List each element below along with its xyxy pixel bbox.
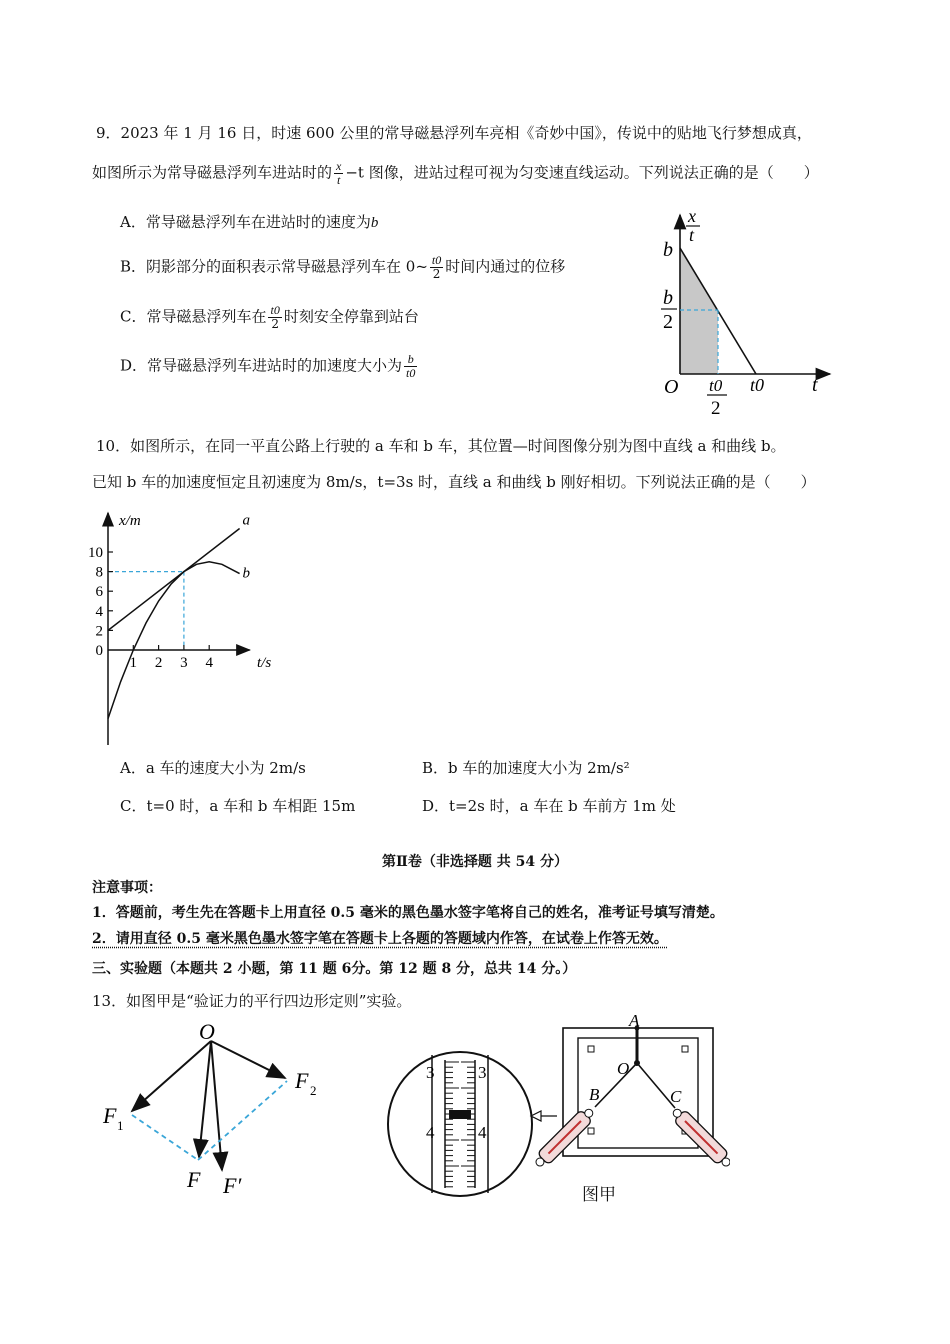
y-tick-label-4: 4 <box>95 603 103 620</box>
label-t: t <box>812 374 818 396</box>
q9-stem-fraction: $\frac{x}{t}$ <box>336 159 342 187</box>
magnifier-circle <box>388 1052 532 1196</box>
q9-option-b[interactable]: B．阴影部分的面积表示常导磁悬浮列车在 0~ $\frac{t0}{2}$ 时间内通过的位移 <box>120 253 566 281</box>
f2-arrow <box>211 1041 285 1078</box>
notice-title: 注意事项： <box>92 880 162 896</box>
q13-force-parallelogram <box>95 1015 335 1200</box>
q10-stem-line1: 10．如图所示，在同一平直公路上行驶的 a 车和 b 车，其位置—时间图像分别为图中直线 a 和曲线 b。 <box>96 437 786 455</box>
x-tick-label-4: 4 <box>205 655 213 671</box>
y-label-num: x <box>688 206 696 226</box>
pointer <box>449 1110 471 1119</box>
y-label-den: t <box>689 225 695 245</box>
x-tick-label-3: 3 <box>180 655 188 671</box>
shaded-area <box>680 248 718 374</box>
x-axis-label: t/s <box>257 655 272 671</box>
label-t0: t0 <box>750 375 765 395</box>
q9-option-d[interactable]: D．常导磁悬浮列车进站时的加速度大小为 $\frac{b}{t0}$ <box>120 352 416 380</box>
series-label-b: b <box>242 565 251 582</box>
scale-left-3: 3 <box>426 1063 435 1082</box>
series-label-a: a <box>242 512 251 529</box>
label-t02-num: t0 <box>709 376 723 395</box>
label-F2: F <box>295 1068 309 1093</box>
label-origin: O <box>664 376 679 398</box>
label-F1-sub: 1 <box>117 1118 124 1133</box>
label-b2-num: b <box>663 287 673 309</box>
q10-option-d[interactable]: D．t=2s 时，a 车在 b 车前方 1m 处 <box>422 797 676 815</box>
scale-left-4: 4 <box>426 1123 435 1142</box>
q9-stem-line2-b: −t 图像，进站过程可视为匀变速直线运动。下列说法正确的是（ ） <box>345 163 819 182</box>
scale-right-4: 4 <box>478 1123 487 1142</box>
q10-position-time-chart <box>85 505 295 745</box>
x-tick-label-1: 1 <box>129 655 138 671</box>
q10-option-a[interactable]: A．a 车的速度大小为 2m/s <box>120 759 306 777</box>
y-axis-label: x/m <box>119 513 141 529</box>
q9-stem-line2 <box>92 160 819 187</box>
label-O-right: O <box>617 1059 630 1078</box>
parallelogram-side-1 <box>132 1115 198 1160</box>
q9-option-a[interactable]: A．常导磁悬浮列车在进站时的速度为b <box>120 213 379 231</box>
q13-stem: 13．如图甲是“验证力的平行四边形定则”实验。 <box>92 992 412 1010</box>
figure-caption: 图甲 <box>582 1185 616 1205</box>
y-tick-label-6: 6 <box>95 584 103 601</box>
y-tick-label-10: 10 <box>88 545 103 561</box>
f-prime-arrow <box>211 1041 222 1170</box>
q10-stem-line2: 已知 b 车的加速度恒定且初速度为 8m/s，t=3s 时，直线 a 和曲线 b 刚好相切。下列说法正确的是（ ） <box>92 473 816 491</box>
section-3-heading: 三、实验题（本题共 2 小题，第 11 题 6分。第 12 题 8 分，总共 14 分。） <box>92 961 577 977</box>
q13-apparatus <box>385 1010 730 1210</box>
label-b2-den: 2 <box>663 311 673 333</box>
f1-arrow <box>132 1041 211 1111</box>
q9-stem-line1: 9．2023 年 1 月 16 日，时速 600 公里的常导磁悬浮列车亮相《奇妙中国》，传说中的贴地飞行梦想成真， <box>96 124 812 142</box>
label-t02-den: 2 <box>711 398 721 419</box>
notice-1: 1．答题前，考生先在答题卡上用直径 0.5 毫米的黑色墨水签字笔将自己的姓名，准考证号填写清楚。 <box>92 905 724 921</box>
q9-xt-t-graph <box>650 205 850 420</box>
x-tick-label-2: 2 <box>154 655 163 671</box>
label-F-prime: F′ <box>223 1173 242 1198</box>
y-tick-label-8: 8 <box>95 564 103 581</box>
q9-option-c[interactable]: C．常导磁悬浮列车在 $\frac{t0}{2}$ 时刻安全停靠到站台 <box>120 303 419 331</box>
part2-title: 第Ⅱ卷（非选择题 共 54 分） <box>382 854 568 870</box>
f-arrow <box>199 1041 211 1157</box>
label-F: F <box>187 1167 201 1192</box>
label-F1: F <box>103 1103 117 1128</box>
label-B: B <box>589 1085 600 1104</box>
q10-option-c[interactable]: C．t=0 时，a 车和 b 车相距 15m <box>120 797 356 815</box>
label-O: O <box>199 1019 215 1044</box>
y-tick-label-2: 2 <box>95 623 103 640</box>
label-F2-sub: 2 <box>310 1083 317 1098</box>
q10-option-b[interactable]: B．b 车的加速度大小为 2m/s² <box>422 759 630 777</box>
scale-right-3: 3 <box>478 1063 487 1082</box>
y-tick-label-0: 0 <box>95 643 103 659</box>
series-b <box>108 562 240 719</box>
notice-2: 2．请用直径 0.5 毫米黑色墨水签字笔在答题卡上各题的答题域内作答，在试卷上作答无效。 <box>92 931 668 947</box>
label-b: b <box>663 239 673 261</box>
label-A: A <box>629 1011 640 1030</box>
series-a <box>108 529 240 631</box>
label-C: C <box>670 1087 682 1106</box>
q9-stem-line2-a: 如图所示为常导磁悬浮列车进站时的 <box>92 163 333 182</box>
parallelogram-side-2 <box>198 1081 287 1160</box>
